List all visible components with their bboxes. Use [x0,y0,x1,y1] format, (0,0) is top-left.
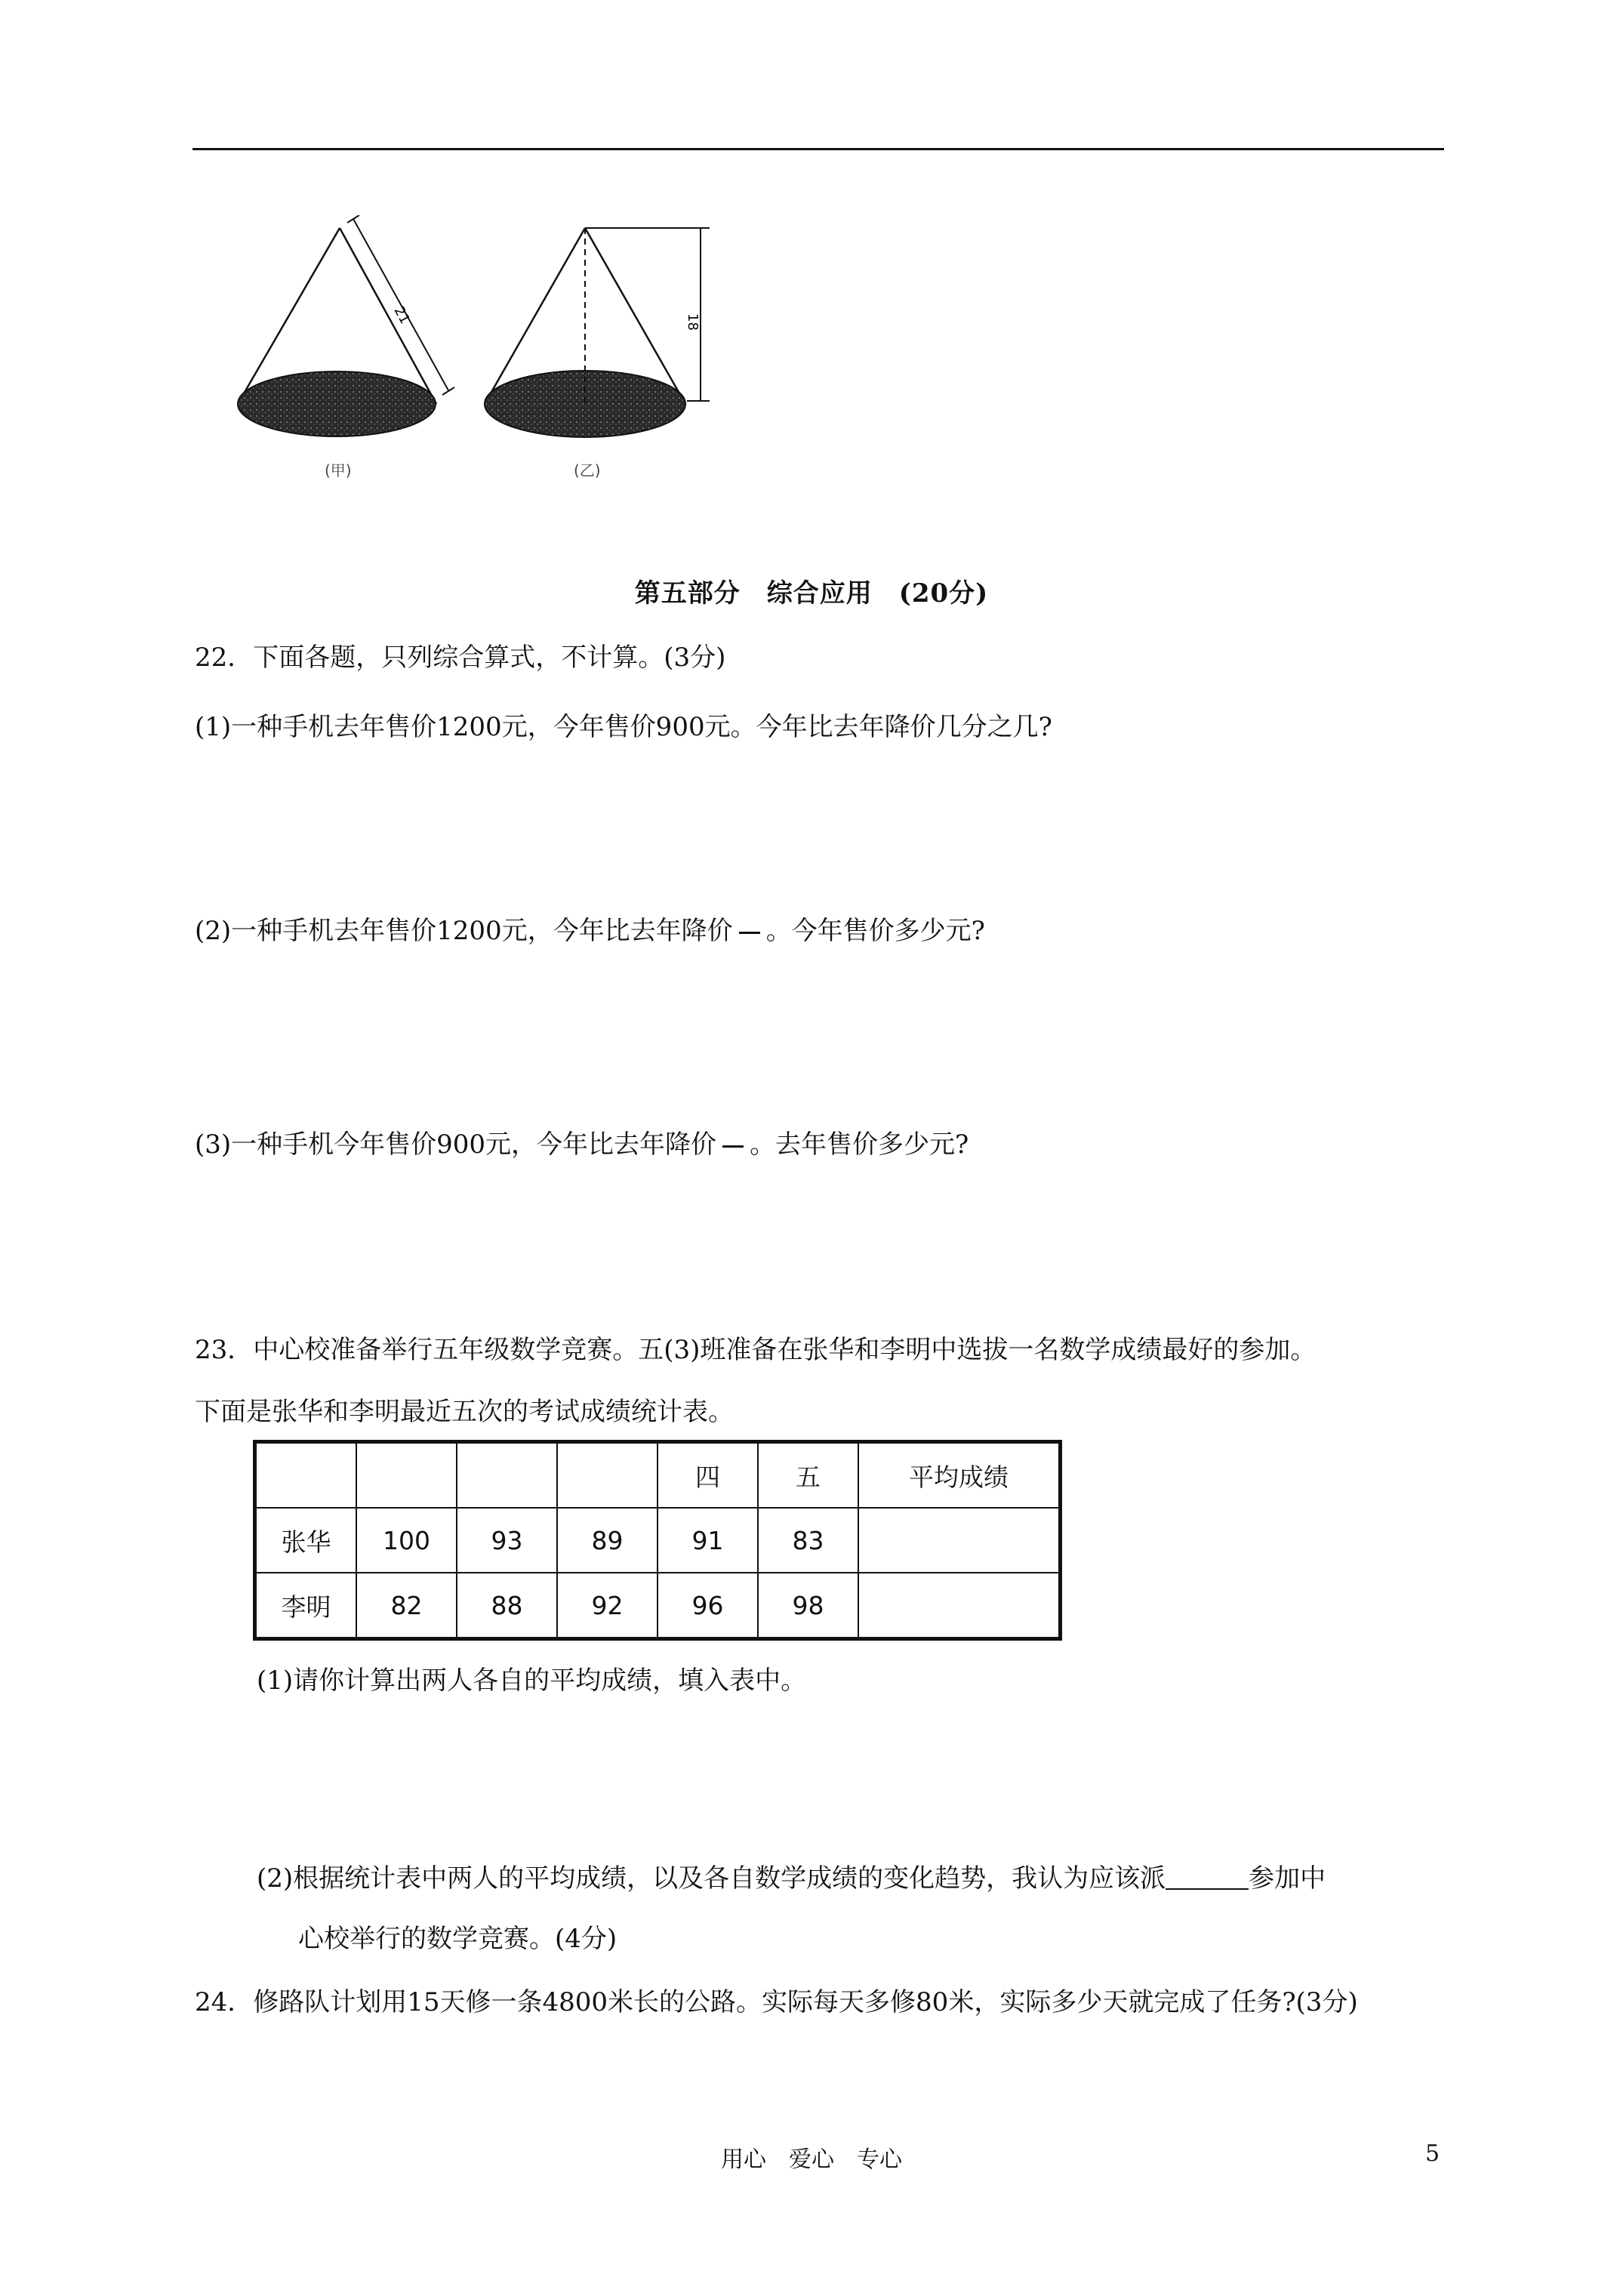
caption-right: (乙) [574,461,601,479]
slant-height-label: 21 [390,304,413,327]
cone-figures [219,215,747,487]
score-cell: 93 [457,1508,557,1573]
table-row [255,1508,1061,1573]
score-cell: 91 [658,1508,758,1573]
score-table [253,1440,1062,1641]
cone-right [485,228,710,479]
score-cell: 89 [557,1508,658,1573]
q22-part2-text-a: (2)一种手机去年售价1200元，今年比去年降价 [195,916,733,946]
score-cell: 92 [557,1573,658,1639]
q23-stem-line2: 下面是张华和李明最近五次的考试成绩统计表。 [195,1397,734,1427]
score-cell: 83 [758,1508,858,1573]
average-cell [858,1508,1061,1573]
caption-left: (甲) [325,461,352,479]
table-header-cell [255,1442,357,1509]
q23-part2 [257,1857,1326,1894]
q23-stem-line1: 23．中心校准备举行五年级数学竞赛。五(3)班准备在张华和李明中选拔一名数学成绩最好的参加。 [195,1335,1317,1365]
table-header-cell [356,1442,457,1509]
q22-part2-text-b: 。今年售价多少元? [765,916,985,946]
score-cell: 96 [658,1573,758,1639]
score-cell: 98 [758,1573,858,1639]
answer-blank [1166,1866,1249,1890]
q22-stem: 22．下面各题，只列综合算式，不计算。(3分) [195,643,726,673]
table-header-cell: 四 [658,1442,758,1509]
q22-part3-text-b: 。去年售价多少元? [750,1130,969,1160]
fraction-placeholder [739,932,760,934]
fraction-placeholder [722,1145,744,1148]
student-name: 李明 [255,1573,357,1639]
q23-part2-cont: 心校举行的数学竞赛。(4分) [298,1924,617,1954]
table-header-row [255,1442,1061,1509]
q22-part3-text-a: (3)一种手机今年售价900元，今年比去年降价 [195,1130,717,1160]
table-header-cell: 平均成绩 [858,1442,1061,1509]
section-title: 第五部分 综合应用 (20分) [634,578,989,609]
q23-part2-text-a: (2)根据统计表中两人的平均成绩，以及各自数学成绩的变化趋势，我认为应该派 [257,1863,1166,1894]
height-label: 18 [685,313,701,331]
q23-part2-text-b: 参加中 [1249,1863,1326,1894]
student-name: 张华 [255,1508,357,1573]
table-header-cell: 五 [758,1442,858,1509]
table-header-cell [457,1442,557,1509]
q23-part1: (1)请你计算出两人各自的平均成绩，填入表中。 [257,1666,807,1696]
score-cell: 82 [356,1573,457,1639]
table-header-cell [557,1442,658,1509]
page-number: 5 [1425,2140,1440,2167]
footer-motto: 用心 爱心 专心 [721,2147,902,2173]
q22-part1: (1)一种手机去年售价1200元，今年售价900元。今年比去年降价几分之几? [195,712,1052,742]
score-cell: 100 [356,1508,457,1573]
table-row [255,1573,1061,1639]
score-cell: 88 [457,1573,557,1639]
header-rule [192,148,1444,150]
average-cell [858,1573,1061,1639]
q22-part3 [195,1123,969,1160]
cone-left [238,215,454,479]
q24-stem: 24．修路队计划用15天修一条4800米长的公路。实际每天多修80米，实际多少天就完成了任务?(3分) [195,1987,1358,2017]
q22-part2 [195,910,985,947]
